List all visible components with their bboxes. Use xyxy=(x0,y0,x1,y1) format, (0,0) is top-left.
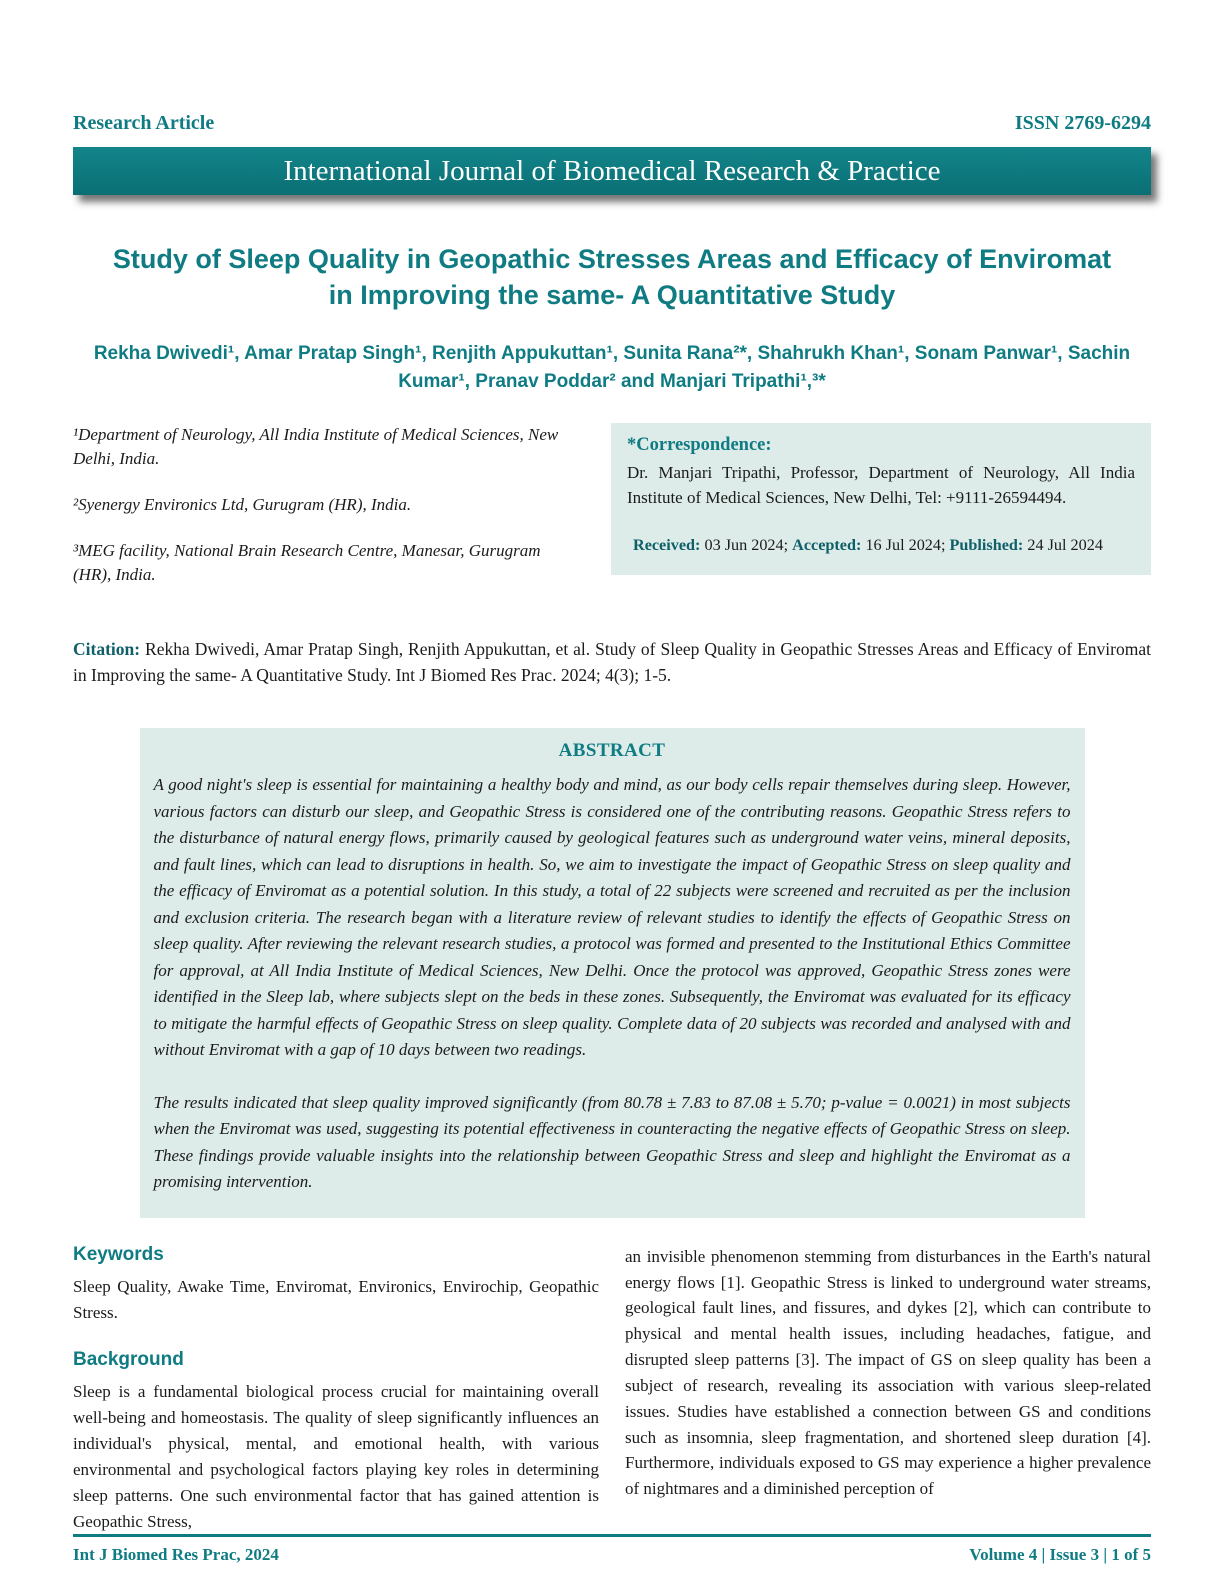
published-label: Published: xyxy=(949,536,1024,555)
received-value: 03 Jun 2024; xyxy=(700,536,793,555)
footer-volume-page: Volume 4 | Issue 3 | 1 of 5 xyxy=(969,1545,1151,1565)
body-columns xyxy=(73,1244,1151,1535)
abstract-paragraph-1: A good night's sleep is essential for maintaining a healthy body and mind, as our body cells repair themselves during sleep. However, various factors can disturb our sleep, and Geopathic Stress is considered one of the contributing reasons. Geopathic Stress refers to the disturbance of natural energy flows, primarily caused by geological features such as underground water veins, mineral deposits, and fault lines, which can lead to disruptions in health. So, we aim to investigate the impact of Geopathic Stress on sleep quality and the efficacy of Enviromat as a potential solution. In this study, a total of 22 subjects were screened and recruited as per the inclusion and exclusion criteria. The research began with a literature review of relevant studies to identify the effects of Geopathic Stress on sleep quality. After reviewing the relevant research studies, a protocol was formed and presented to the Institutional Ethics Committee for approval, at All India Institute of Medical Sciences, New Delhi. Once the protocol was approved, Geopathic Stress zones were identified in the Sleep lab, where subjects slept on the beds in these zones. Subsequently, the Enviromat was evaluated for its efficacy to mitigate the harmful effects of Geopathic Stress on sleep quality. Complete data of 20 subjects was recorded and analysed with and without Enviromat with a gap of 10 days between two readings. xyxy=(153,775,1071,1060)
accepted-label: Accepted: xyxy=(792,536,862,555)
published-value: 24 Jul 2024 xyxy=(1023,536,1103,555)
footer-journal-ref: Int J Biomed Res Prac, 2024 xyxy=(73,1545,279,1565)
footer-row xyxy=(73,1545,1151,1565)
dates-line xyxy=(633,536,1135,555)
accepted-value: 16 Jul 2024; xyxy=(861,536,950,555)
page-footer xyxy=(73,1534,1151,1565)
correspondence-label: *Correspondence: xyxy=(627,434,772,455)
received-label: Received: xyxy=(633,536,701,555)
paper-title: Study of Sleep Quality in Geopathic Stresses Areas and Efficacy of Enviromat in Improving the same- A Quantitative Study xyxy=(112,244,1112,311)
journal-name: International Journal of Biomedical Research & Practice xyxy=(283,155,941,187)
affiliation-1: ¹Department of Neurology, All India Institute of Medical Sciences, New Delhi, India. xyxy=(73,424,559,468)
citation-label: Citation: xyxy=(73,638,141,659)
background-heading: Background xyxy=(73,1349,184,1371)
issn-label: ISSN 2769-6294 xyxy=(1014,112,1151,134)
abstract-box xyxy=(140,728,1085,1218)
article-type-label: Research Article xyxy=(73,112,215,134)
correspondence-text: Dr. Manjari Tripathi, Professor, Department of Neurology, All India Institute of Medical Sciences, New Delhi, Tel: +9111-26594494. xyxy=(627,462,1135,508)
affiliation-correspondence-row xyxy=(73,423,1151,610)
abstract-heading: ABSTRACT xyxy=(558,740,666,761)
right-column xyxy=(625,1244,1151,1535)
header-row xyxy=(73,112,1151,135)
citation-text: Rekha Dwivedi, Amar Pratap Singh, Renjith Appukuttan, et al. Study of Sleep Quality in Geopathic Stresses Areas and Efficacy of Enviromat in Improving the same- A Quantitative Study. Int J Biomed Res Prac. 2024; 4(3); 1-5. xyxy=(73,638,1151,685)
keywords-heading: Keywords xyxy=(73,1243,164,1265)
authors-line: Rekha Dwivedi¹, Amar Pratap Singh¹, Renjith Appukuttan¹, Sunita Rana²*, Shahrukh Khan¹, Sonam Panwar¹, Sachin Kumar¹, Pranav Poddar² and Manjari Tripathi¹,³* xyxy=(93,342,1131,393)
affiliations-block xyxy=(73,423,573,610)
background-text: Sleep is a fundamental biological process crucial for maintaining overall well-being and homeostasis. The quality of sleep significantly influences an individual's physical, mental, and emotional health, with various environmental and psychological factors playing key roles in determining sleep patterns. One such environmental factor that has gained attention is Geopathic Stress, xyxy=(73,1382,599,1531)
abstract-paragraph-2: The results indicated that sleep quality improved significantly (from 80.78 ± 7.83 to 87.08 ± 5.70; p-value = 0.0021) in most subjects when the Enviromat was used, suggesting its potential effectiveness in counteracting the negative effects of Geopathic Stress on sleep. These findings provide valuable insights into the relationship between Geopathic Stress and sleep and highlight the Enviromat as a promising intervention. xyxy=(153,1092,1071,1192)
citation-line xyxy=(73,636,1151,689)
keywords-text: Sleep Quality, Awake Time, Enviromat, Environics, Envirochip, Geopathic Stress. xyxy=(73,1276,599,1322)
affiliation-2: ²Syenergy Environics Ltd, Gurugram (HR), India. xyxy=(73,495,412,515)
footer-divider xyxy=(73,1534,1151,1537)
affiliation-3: ³MEG facility, National Brain Research Centre, Manesar, Gurugram (HR), India. xyxy=(73,541,541,585)
left-column xyxy=(73,1244,599,1535)
right-column-text: an invisible phenomenon stemming from disturbances in the Earth's natural energy flows [1]. Geopathic Stress is linked to underground water streams, geological fault lines, and fissures, and dykes [2], which can contribute to physical and mental health issues, including headaches, fatigue, and disrupted sleep patterns [3]. The impact of GS on sleep quality has been a subject of research, revealing its association with various sleep-related issues. Studies have established a connection between GS and conditions such as insomnia, sleep fragmentation, and shortened sleep duration [4]. Furthermore, individuals exposed to GS may experience a higher prevalence of nightmares and a diminished perception of xyxy=(625,1246,1151,1499)
correspondence-box xyxy=(611,423,1151,575)
journal-title-banner xyxy=(73,147,1151,195)
